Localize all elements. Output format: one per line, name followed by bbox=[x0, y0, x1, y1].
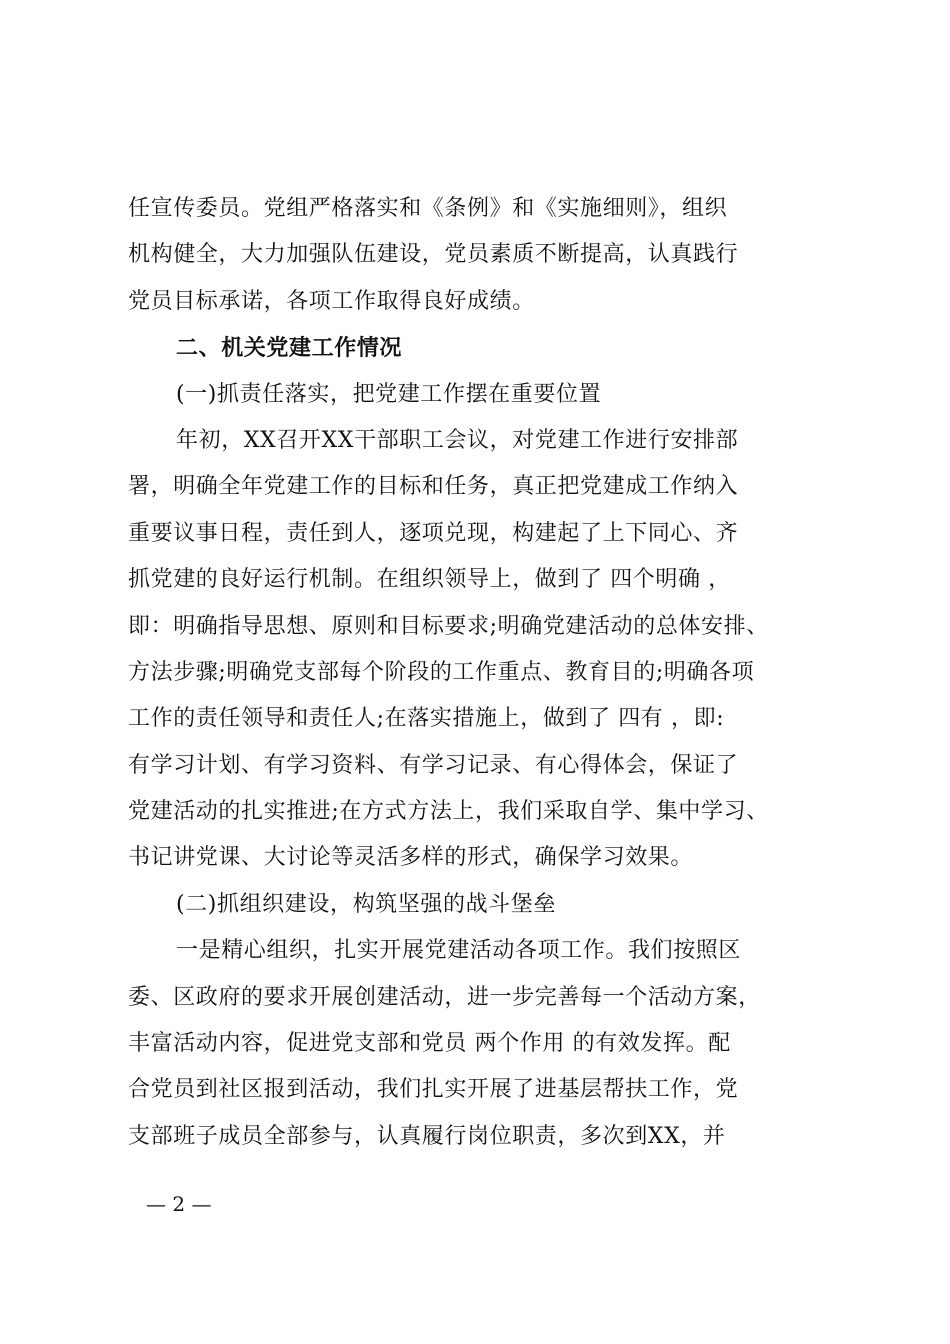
paragraph-line: 年初，XX召开XX干部职工会议，对党建工作进行安排部 bbox=[176, 427, 739, 453]
paragraph-line: 机构健全，大力加强队伍建设，党员素质不断提高，认真践行 bbox=[128, 242, 739, 268]
paragraph-line: 方法步骤;明确党支部每个阶段的工作重点、教育目的;明确各项 bbox=[128, 659, 755, 685]
paragraph-line: 工作的责任领导和责任人;在落实措施上，做到了 四有 ，即: bbox=[128, 706, 725, 732]
paragraph-line: 支部班子成员全部参与，认真履行岗位职责，多次到XX，并 bbox=[128, 1123, 726, 1149]
paragraph-line: 即：明确指导思想、原则和目标要求;明确党建活动的总体安排、 bbox=[128, 613, 769, 639]
paragraph-line: 党建活动的扎实推进;在方式方法上，我们采取自学、集中学习、 bbox=[128, 799, 769, 825]
paragraph-line: 有学习计划、有学习资料、有学习记录、有心得体会，保证了 bbox=[128, 752, 739, 778]
subsection-heading: (一)抓责任落实，把党建工作摆在重要位置 bbox=[176, 381, 602, 407]
page-number: — 2 — bbox=[146, 1192, 212, 1216]
paragraph-line: 一是精心组织，扎实开展党建活动各项工作。我们按照区 bbox=[176, 938, 742, 964]
paragraph-line: 党员目标承诺，各项工作取得良好成绩。 bbox=[128, 288, 535, 314]
paragraph-line: 合党员到社区报到活动，我们扎实开展了进基层帮扶工作，党 bbox=[128, 1077, 739, 1103]
paragraph-line: 书记讲党课、大讨论等灵活多样的形式，确保学习效果。 bbox=[128, 845, 694, 871]
paragraph-line: 任宣传委员。党组严格落实和《条例》和《实施细则》，组织 bbox=[128, 196, 728, 221]
paragraph-line: 署，明确全年党建工作的目标和任务，真正把党建成工作纳入 bbox=[128, 474, 739, 500]
subsection-heading: (二)抓组织建设，构筑坚强的战斗堡垒 bbox=[176, 891, 556, 917]
paragraph-line: 重要议事日程，责任到人，逐项兑现，构建起了上下同心、齐 bbox=[128, 520, 739, 546]
paragraph-line: 丰富活动内容，促进党支部和党员 两个作用 的有效发挥。配 bbox=[128, 1031, 731, 1057]
paragraph-line: 抓党建的良好运行机制。在组织领导上，做到了 四个明确 ， bbox=[128, 567, 731, 593]
section-heading: 二、机关党建工作情况 bbox=[176, 335, 403, 362]
paragraph-line: 委、区政府的要求开展创建活动，进一步完善每一个活动方案， bbox=[128, 984, 761, 1010]
document-body bbox=[128, 186, 850, 1160]
